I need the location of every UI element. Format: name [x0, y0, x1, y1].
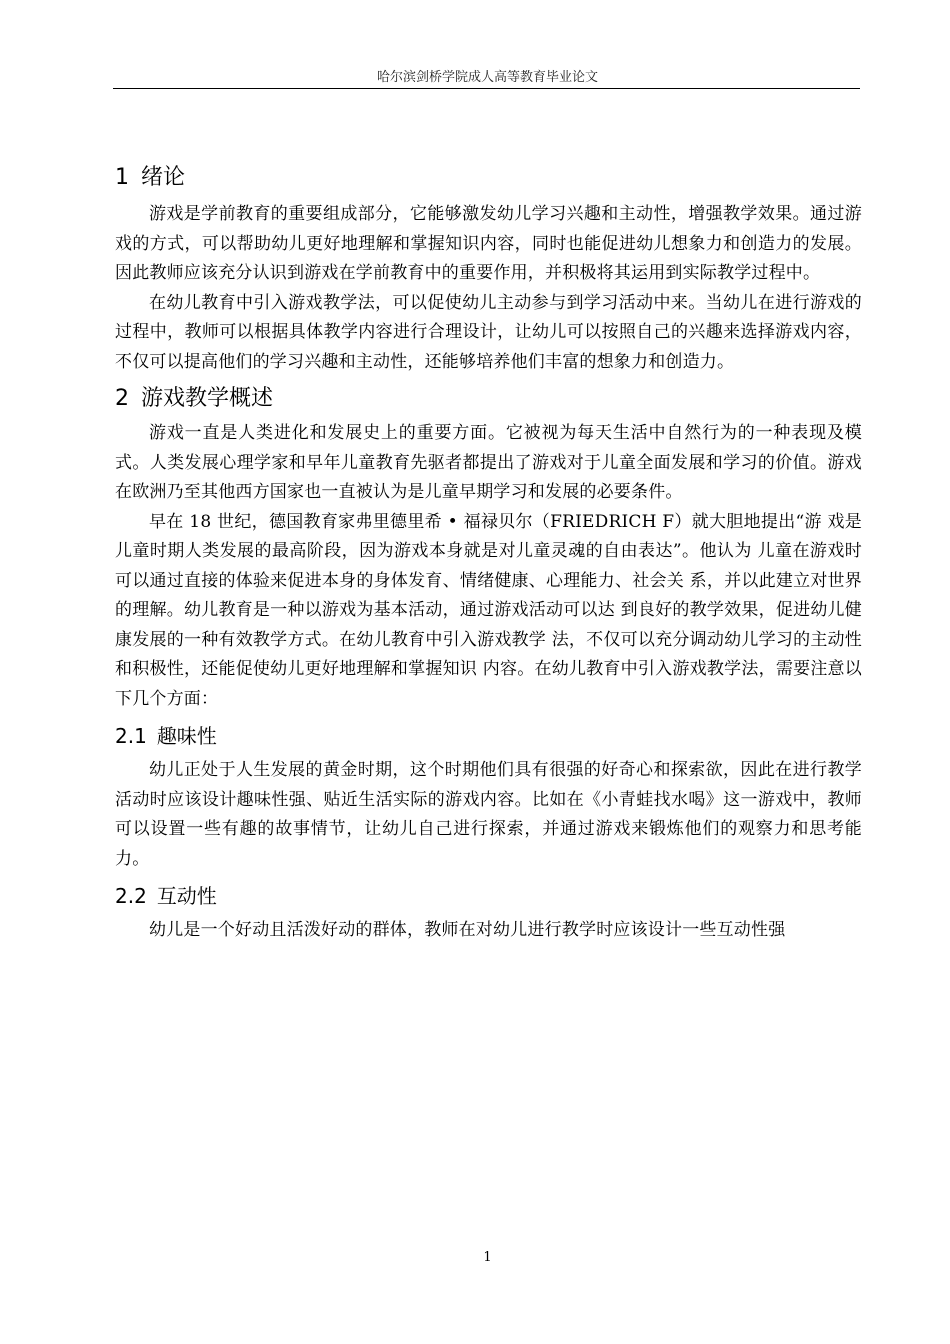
page-number: 1: [483, 1250, 492, 1265]
subsection-number: 2.1: [115, 724, 147, 748]
section-title: 绪论: [141, 165, 186, 190]
header-rule: [113, 88, 860, 89]
section-heading-1: [115, 160, 862, 196]
running-header: 哈尔滨剑桥学院成人高等教育毕业论文: [376, 70, 598, 85]
section-title: 游戏教学概述: [141, 386, 274, 411]
paragraph: 幼儿正处于人生发展的黄金时期，这个时期他们具有很强的好奇心和探索欲，因此在进行教学活动时应该设计趣味性强、贴近生活实际的游戏内容。比如在《小青蛙找水喝》这一游戏中，教师可以设置一些有趣的故事情节，让幼儿自己进行探索，并通过游戏来锻炼他们的观察力和思考能力。: [115, 760, 862, 869]
subsection-title: 趣味性: [156, 724, 217, 748]
paragraph: 早在 18 世纪，德国教育家弗里德里希 • 福禄贝尔（FRIEDRICH F）就大胆地提出“游 戏是儿童时期人类发展的最高阶段，因为游戏本身就是对儿童灵魂的自由表达”。他认为 儿童在游戏时可以通过直接的体验来促进本身的身体发育、情绪健康、心理能力、社会关 系，并以此建立对世界的理解。幼儿教育是一种以游戏为基本活动，通过游戏活动可以达 到良好的教学效果，促进幼儿健康发展的一种有效教学方式。在幼儿教育中引入游戏教学 法，不仅可以充分调动幼儿学习的主动性和积极性，还能促使幼儿更好地理解和掌握知识 内容。在幼儿教育中引入游戏教学法，需要注意以下几个方面：: [115, 511, 862, 709]
subsection-heading-2-2: [115, 878, 862, 914]
subsection-title: 互动性: [156, 884, 217, 908]
section-heading-2: [115, 381, 862, 417]
subsection-number: 2.2: [115, 884, 147, 908]
page-body: [115, 160, 862, 946]
subsection-heading-2-1: [115, 718, 862, 754]
paragraph: 幼儿是一个好动且活泼好动的群体，教师在对幼儿进行教学时应该设计一些互动性强: [149, 920, 786, 940]
paragraph: 在幼儿教育中引入游戏教学法，可以促使幼儿主动参与到学习活动中来。当幼儿在进行游戏的过程中，教师可以根据具体教学内容进行合理设计，让幼儿可以按照自己的兴趣来选择游戏内容，不仅可以提高他们的学习兴趣和主动性，还能够培养他们丰富的想象力和创造力。: [115, 292, 862, 372]
section-number: 1: [115, 165, 129, 190]
section-number: 2: [115, 386, 129, 411]
paragraph: 游戏是学前教育的重要组成部分，它能够激发幼儿学习兴趣和主动性，增强教学效果。通过游戏的方式，可以帮助幼儿更好地理解和掌握知识内容，同时也能促进幼儿想象力和创造力的发展。因此教师应该充分认识到游戏在学前教育中的重要作用，并积极将其运用到实际教学过程中。: [115, 204, 862, 283]
paragraph: 游戏一直是人类进化和发展史上的重要方面。它被视为每天生活中自然行为的一种表现及模式。人类发展心理学家和早年儿童教育先驱者都提出了游戏对于儿童全面发展和学习的价值。游戏在欧洲乃至其他西方国家也一直被认为是儿童早期学习和发展的必要条件。: [115, 423, 862, 502]
